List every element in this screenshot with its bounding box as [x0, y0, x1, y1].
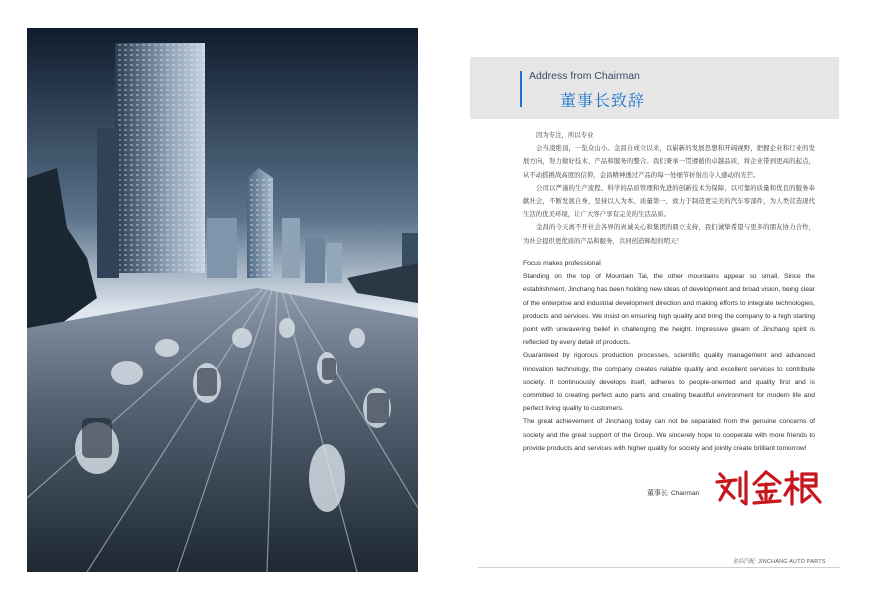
signature-title-zh: 董事长 [647, 489, 668, 497]
cn-paragraph: 公司以严谨的生产流程、科学的品质管理和先进的创新技术为保障，以可靠的质量和优良的服务奉献社会，不断发展自身，坚持以人为本、质量第一，致力于制造更完美的汽车零部件，为人类营造现代生活的优美环境，让广大客户享有完美的生活品质。 [523, 183, 815, 219]
en-paragraph: Focus makes professional [523, 260, 601, 267]
footer-brand [733, 557, 826, 565]
cn-paragraph: 因为专注，所以专业 [536, 131, 594, 139]
english-body-text [523, 257, 815, 455]
header-title-en: Address from Chairman [529, 70, 640, 82]
city-highway-photo [27, 28, 418, 572]
en-paragraph: Standing on the top of Mountain Tai, the other mountains appear so small. Since the establishment, Jinchang has been holding new ideas of development and broad vision, being clear of the enterprise and industrial development direction and making efforts to integrate technologies, products and services. We insist on ensuring high quality and bring the company to a high starting point with unwavering belief in challenging the height. Impressive gleam of Jinchang spirit is reflected by every detail of products. [523, 273, 815, 347]
handwritten-signature [714, 468, 824, 512]
footer-brand-en: JINCHANG AUTO PARTS [758, 559, 826, 565]
cn-paragraph: 金昌的今天离不开社会各界的真诚关心和集团的鼎立支持，我们诚挚希望与更多的朋友协力合作，为社会提供更优质的产品和服务，共同创造辉煌的明天！ [523, 223, 815, 245]
en-paragraph: The great achievement of Jinchang today can not be separated from the genuine concerns of society and the great support of the Group. We sincerely hope to cooperate with more friends to provide products and services with higher quality for society and jointly create brilliant tomorrow! [523, 418, 815, 452]
footer-divider [478, 567, 840, 568]
cn-paragraph: 会当凌绝顶，一览众山小。金昌自成立以来，以崭新的发展思想和开阔视野，把握企业和行业的发展方向，努力做好技术、产品和服务的整合。我们秉承一贯遵循的卓越品质，将企业带到更高的起点，从不动摇挑战高度的信仰，金昌精神透过产品的每一处细节折射出令人感动的光芒。 [523, 144, 815, 179]
en-paragraph: Guaranteed by rigorous production processes, scientific quality management and advanced innovation technology, the company creates reliable quality and excellent services to contribute society. It continuously develops itself, adheres to people-oriented and quality first and is committed to creating perfect auto parts and creating beautiful environment for modern life and perfect living quality to customers. [523, 352, 815, 413]
header-accent-bar [520, 71, 522, 107]
footer-brand-zh: 金昌汽配 [733, 559, 756, 565]
signature-title [647, 488, 699, 498]
section-header [470, 57, 839, 119]
signature-title-en: Chairman [671, 490, 700, 497]
chinese-body-text [523, 129, 815, 248]
header-title-zh: 董事长致辞 [560, 91, 646, 110]
